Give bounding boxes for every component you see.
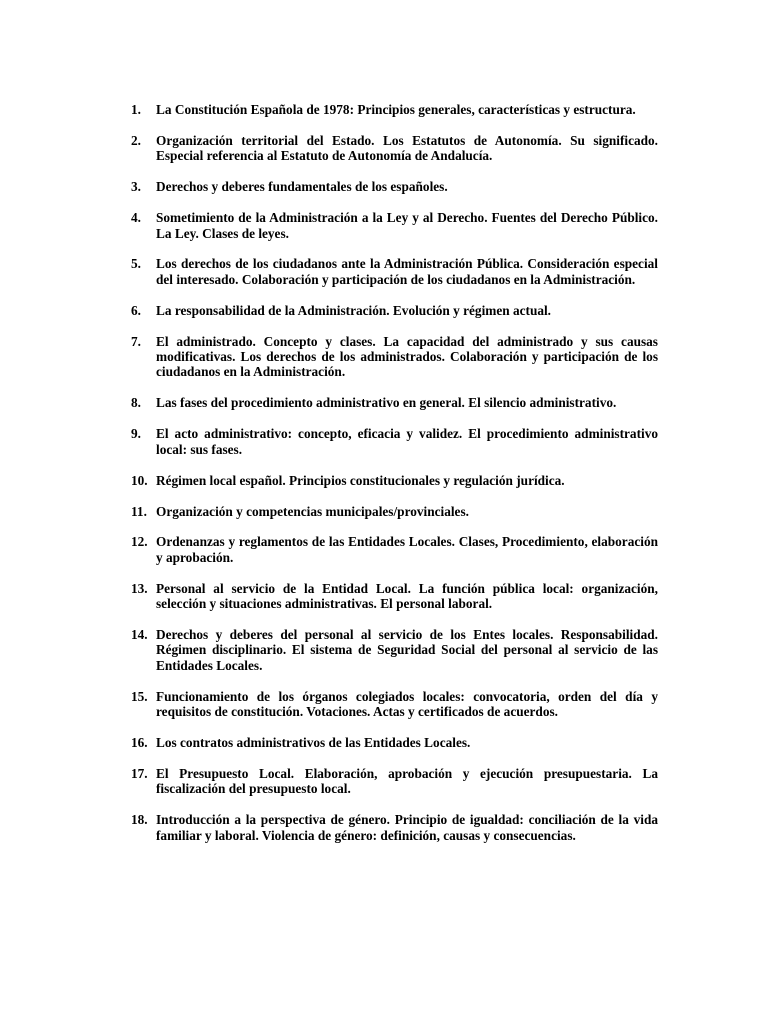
topic-number: 6.	[131, 302, 141, 318]
topic-number: 16.	[131, 735, 148, 751]
topic-item-7	[131, 334, 658, 380]
topic-text: Derechos y deberes del personal al servicio de los Entes locales. Responsabilidad. Régimen disciplinario. El sistema de Seguridad Social del personal al servicio de las Entidades Locales.	[156, 627, 658, 673]
topic-text: Organización territorial del Estado. Los Estatutos de Autonomía. Su significado. Especial referencia al Estatuto de Autonomía de Andalucía.	[156, 132, 658, 164]
topic-number: 7.	[131, 333, 141, 349]
topic-text: Organización y competencias municipales/provinciales.	[156, 503, 469, 519]
topic-number: 8.	[131, 395, 141, 411]
topic-item-14	[131, 627, 658, 673]
topic-item-10	[131, 473, 658, 488]
topic-number: 2.	[131, 132, 141, 148]
topic-item-9	[131, 426, 658, 457]
topic-number: 13.	[131, 580, 148, 596]
topic-number: 11.	[131, 503, 147, 519]
topic-list	[131, 102, 658, 859]
topic-text: Las fases del procedimiento administrativo en general. El silencio administrativo.	[156, 395, 617, 411]
topic-text: Los derechos de los ciudadanos ante la Administración Pública. Consideración especial del interesado. Colaboración y participación de los ciudadanos en la Administración.	[156, 256, 658, 287]
topic-item-16	[131, 735, 658, 750]
topic-item-5	[131, 256, 658, 287]
topic-number: 10.	[131, 472, 148, 488]
topic-number: 15.	[131, 688, 148, 704]
topic-text: Los contratos administrativos de las Entidades Locales.	[156, 735, 471, 751]
topic-text: Personal al servicio de la Entidad Local. La función pública local: organización, selección y situaciones administrativas. El personal laboral.	[156, 580, 658, 612]
topic-item-12	[131, 534, 658, 565]
topic-text: El acto administrativo: concepto, eficacia y validez. El procedimiento administrativo local: sus fases.	[156, 426, 658, 457]
topic-number: 12.	[131, 534, 148, 550]
topic-item-11	[131, 504, 658, 519]
topic-number: 14.	[131, 627, 148, 643]
topic-item-2	[131, 133, 658, 164]
topic-item-1	[131, 102, 658, 117]
topic-text: Funcionamiento de los órganos colegiados locales: convocatoria, orden del día y requisitos de constitución. Votaciones. Actas y certificados de acuerdos.	[156, 688, 658, 720]
topic-number: 18.	[131, 812, 148, 828]
topic-number: 5.	[131, 256, 141, 272]
topic-item-15	[131, 689, 658, 720]
topic-number: 17.	[131, 765, 148, 781]
topic-number: 3.	[131, 179, 141, 195]
topic-text: Ordenanzas y reglamentos de las Entidades Locales. Clases, Procedimiento, elaboración y aprobación.	[156, 534, 658, 565]
topic-number: 4.	[131, 210, 141, 226]
topic-text: La responsabilidad de la Administración. Evolución y régimen actual.	[156, 302, 552, 318]
topic-text: El administrado. Concepto y clases. La capacidad del administrado y sus causas modificativas. Los derechos de los administrados. Colaboración y participación de los ciudadanos en la Administración.	[156, 333, 658, 380]
topic-item-17	[131, 766, 658, 797]
topic-number: 1.	[131, 102, 141, 117]
topic-item-8	[131, 395, 658, 410]
topic-item-3	[131, 179, 658, 194]
topic-text: El Presupuesto Local. Elaboración, aprobación y ejecución presupuestaria. La fiscalización del presupuesto local.	[156, 765, 658, 797]
topic-text: Régimen local español. Principios constitucionales y regulación jurídica.	[156, 472, 565, 488]
topic-text: La Constitución Española de 1978: Principios generales, características y estructura.	[156, 102, 636, 117]
topic-item-6	[131, 303, 658, 318]
topic-item-18	[131, 812, 658, 843]
topic-text: Derechos y deberes fundamentales de los españoles.	[156, 179, 448, 195]
topic-text: Introducción a la perspectiva de género. Principio de igualdad: conciliación de la vida familiar y laboral. Violencia de género: definición, causas y consecuencias.	[156, 812, 658, 843]
topic-item-13	[131, 581, 658, 612]
topic-item-4	[131, 210, 658, 241]
topic-number: 9.	[131, 426, 141, 442]
topic-text: Sometimiento de la Administración a la Ley y al Derecho. Fuentes del Derecho Público. La Ley. Clases de leyes.	[156, 210, 658, 241]
